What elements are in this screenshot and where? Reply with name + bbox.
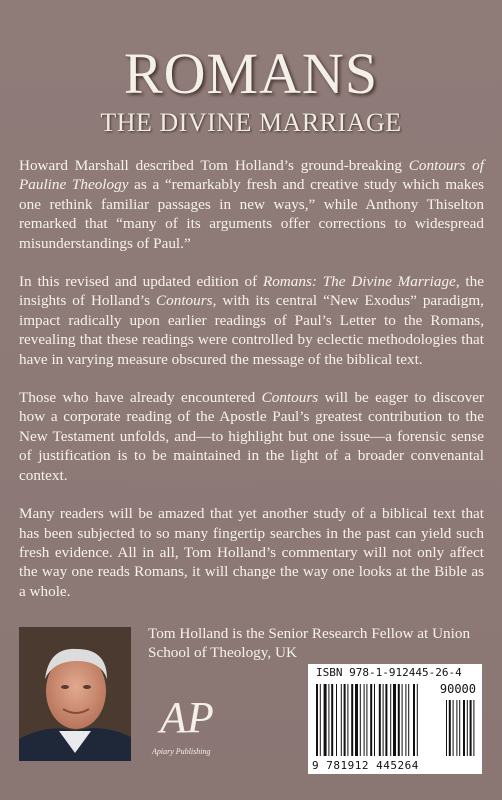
blurb-paragraph-3: Those who have already encountered Contours will be eager to discover how a corporate reading of the Apostle Paul’s greatest contribution to the New Testament unfolds, and—to highlight but one issue—a forensic sense of justification is to be maintained in the light of a broader convenantal context. xyxy=(19,389,484,484)
book-subtitle: THE DIVINE MARRIAGE xyxy=(100,108,402,137)
blurb-paragraph-2: In this revised and updated edition of Romans: The Divine Marriage, the insights of Holland’s Contours, with its central “New Exodus” paradigm, impact radically upon earlier readings of Paul’s Letter to the Romans, revealing that these readings were controlled by eclectic methodologies that have in varying measure obscured the message of the biblical text. xyxy=(19,273,484,368)
book-title: ROMANS xyxy=(123,41,379,106)
barcode-digits: 9 781912 445264 xyxy=(312,759,419,772)
author-portrait-image xyxy=(19,627,131,761)
isbn-barcode xyxy=(308,664,482,774)
price-code: 90000 xyxy=(439,682,476,696)
author-photo xyxy=(19,627,131,761)
publisher-logo-mark: AP xyxy=(160,693,214,742)
author-bio: Tom Holland is the Senior Research Fellow at Union School of Theology, UK xyxy=(148,625,471,661)
isbn-label: ISBN 978-1-912445-26-4 xyxy=(316,666,462,679)
blurb-paragraph-1: Howard Marshall described Tom Holland’s ground-breaking Contours of Pauline Theology as a “remarkably fresh and creative study which makes one rethink familiar passages in new ways,” while Anthony Thiselton remarked that “many of its arguments offer corrections to widespread misunderstandings of Paul.” xyxy=(19,157,484,252)
blurb-text xyxy=(19,156,484,620)
barcode-bars xyxy=(308,664,482,774)
publisher-logo xyxy=(150,690,240,760)
publisher-name: Apiary Publishing xyxy=(152,747,211,756)
publisher-logo-icon xyxy=(150,690,240,760)
blurb-paragraph-4: Many readers will be amazed that yet another study of a biblical text that has been subjected to so many fingertip searches in the past can yield such fresh evidence. All in all, Tom Holland’s commentary will not only affect the way one reads Romans, it will change the way one looks at the Bible as a whole. xyxy=(19,505,484,600)
